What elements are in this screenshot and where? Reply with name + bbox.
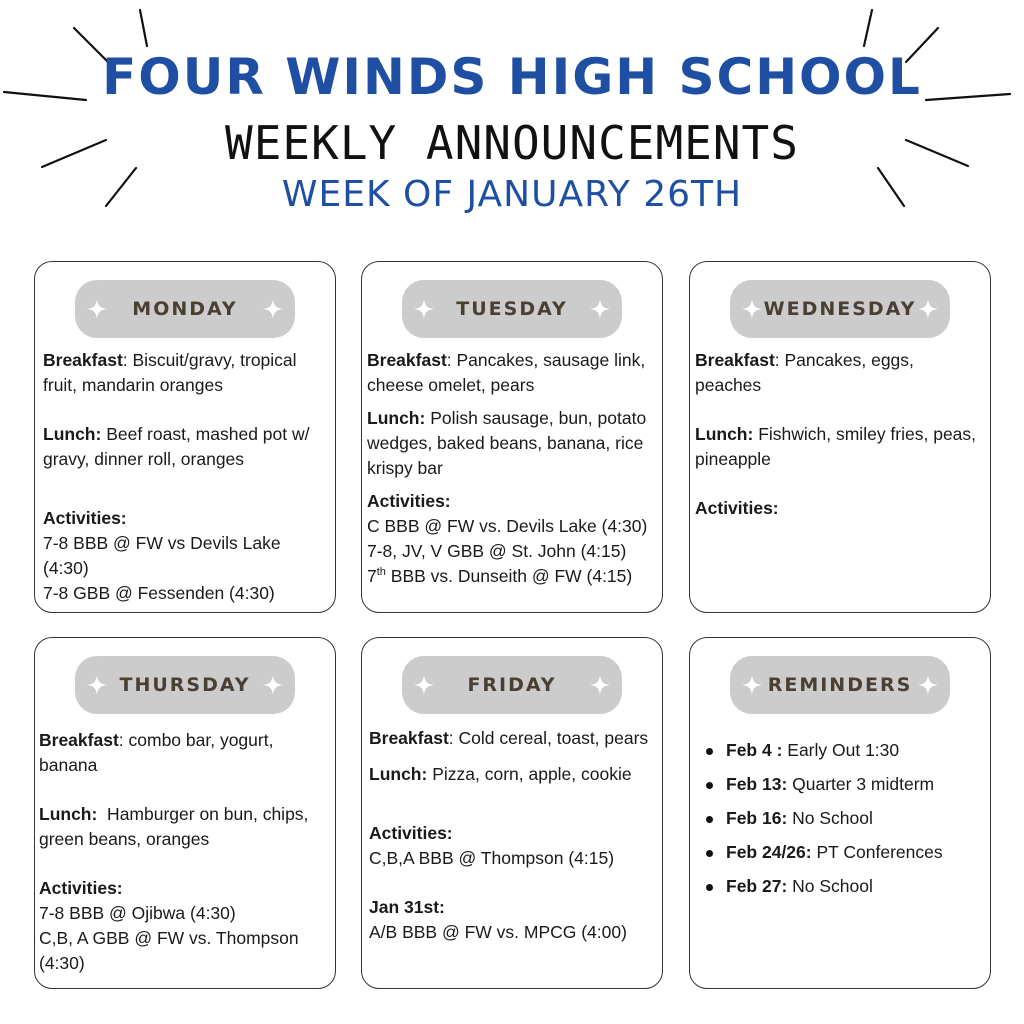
breakfast-line: Breakfast: Pancakes, sausage link, cheese omelet, pears — [367, 350, 646, 395]
activity-item: 7th BBB vs. Dunseith @ FW (4:15) — [367, 566, 633, 586]
sparkle-icon — [263, 675, 283, 695]
reminders-card — [689, 637, 991, 989]
breakfast-line: Breakfast: combo bar, yogurt, banana — [39, 730, 274, 775]
day-label: MONDAY — [132, 298, 238, 320]
activity-item: 7-8, JV, V GBB @ St. John (4:15) — [367, 541, 627, 561]
day-label: TUESDAY — [456, 298, 568, 320]
activity-item: 7-8 BBB @ FW vs Devils Lake (4:30) — [43, 533, 281, 578]
activities-heading: Activities: — [43, 508, 127, 528]
activity-item: 7-8 GBB @ Fessenden (4:30) — [43, 583, 275, 603]
day-label-pill — [402, 656, 622, 714]
activity-item: C,B,A BBB @ Thompson (4:15) — [369, 848, 615, 868]
activity-item: A/B BBB @ FW vs. MPCG (4:00) — [369, 922, 627, 942]
lunch-line: Lunch: Fishwich, smiley fries, peas, pineapple — [695, 424, 977, 469]
day-label: THURSDAY — [119, 674, 251, 696]
sparkle-icon — [414, 675, 434, 695]
sparkle-icon — [742, 675, 762, 695]
sparkle-icon — [918, 675, 938, 695]
activity-item: C BBB @ FW vs. Devils Lake (4:30) — [367, 516, 648, 536]
day-label-pill — [75, 280, 295, 338]
lunch-line: Lunch: Pizza, corn, apple, cookie — [369, 764, 632, 784]
reminder-item: Feb 4 : Early Out 1:30 — [726, 738, 943, 763]
sparkle-icon — [742, 299, 762, 319]
day-label-pill — [75, 656, 295, 714]
day-label-pill — [730, 280, 950, 338]
wednesday-card — [689, 261, 991, 613]
monday-card — [34, 261, 336, 613]
day-content — [695, 348, 984, 521]
activity-item: 7-8 BBB @ Ojibwa (4:30) — [39, 903, 236, 923]
day-label: FRIDAY — [467, 674, 557, 696]
reminder-item: Feb 27: No School — [726, 874, 943, 899]
sparkle-icon — [263, 299, 283, 319]
reminder-item: Feb 24/26: PT Conferences — [726, 840, 943, 865]
sparkle-icon — [590, 675, 610, 695]
day-label-pill — [402, 280, 622, 338]
day-content — [367, 348, 656, 589]
lunch-line: Lunch: Hamburger on bun, chips, green beans, oranges — [39, 804, 314, 849]
breakfast-line: Breakfast: Biscuit/gravy, tropical fruit, mandarin oranges — [43, 350, 297, 395]
header — [0, 0, 1024, 240]
sparkle-icon — [918, 299, 938, 319]
reminders-list — [700, 738, 943, 908]
thursday-card — [34, 637, 336, 989]
day-label: WEDNESDAY — [763, 298, 917, 320]
sparkle-icon — [87, 675, 107, 695]
friday-card — [361, 637, 663, 989]
lunch-line: Lunch: Beef roast, mashed pot w/ gravy, dinner roll, oranges — [43, 424, 310, 469]
breakfast-line: Breakfast: Cold cereal, toast, pears — [369, 728, 649, 748]
activities-heading: Activities: — [695, 498, 779, 518]
week-of-title: WEEK OF JANUARY 26TH — [281, 174, 743, 215]
breakfast-line: Breakfast: Pancakes, eggs, peaches — [695, 350, 914, 395]
extra-heading: Jan 31st: — [369, 897, 445, 917]
reminder-item: Feb 13: Quarter 3 midterm — [726, 772, 943, 797]
lunch-line: Lunch: Polish sausage, bun, potato wedges, baked beans, banana, rice krispy bar — [367, 408, 647, 478]
reminders-label-pill — [730, 656, 950, 714]
day-content — [369, 726, 656, 945]
school-title: FOUR WINDS HIGH SCHOOL — [102, 48, 922, 106]
activities-heading: Activities: — [39, 878, 123, 898]
activities-heading: Activities: — [367, 491, 451, 511]
activity-item: C,B, A GBB @ FW vs. Thompson (4:30) — [39, 928, 299, 973]
day-content — [43, 348, 329, 606]
sparkle-icon — [87, 299, 107, 319]
reminder-item: Feb 16: No School — [726, 806, 943, 831]
activities-heading: Activities: — [369, 823, 453, 843]
tuesday-card — [361, 261, 663, 613]
sparkle-icon — [414, 299, 434, 319]
announcements-title: WEEKLY ANNOUNCEMENTS — [225, 116, 799, 170]
day-content — [39, 728, 329, 976]
reminders-label: REMINDERS — [767, 674, 913, 696]
sparkle-icon — [590, 299, 610, 319]
